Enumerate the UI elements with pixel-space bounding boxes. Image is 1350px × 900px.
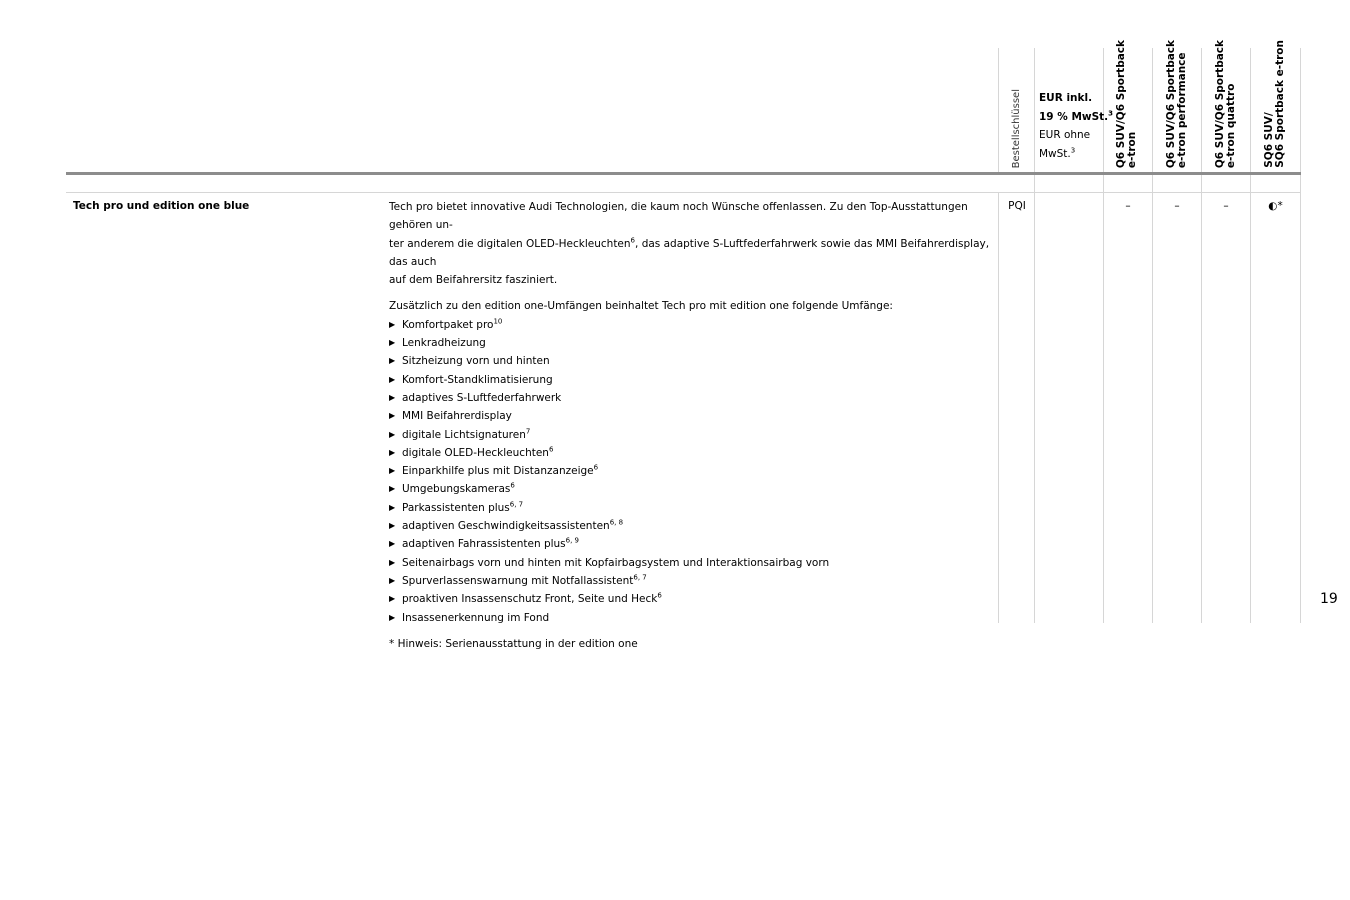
list-item [389,480,994,498]
footnote-ref: 6 [548,445,554,454]
list-item-text: Umgebungskameras [402,483,511,496]
column-divider [1201,48,1202,623]
footnote: * Hinweis: Serienausstattung in der edition one [389,637,638,650]
list-item-text: digitale Lichtsignaturen [402,428,526,441]
header-order-key: Bestellschlüssel [1011,88,1022,168]
bullet-arrow-icon: ▶ [389,356,396,366]
list-item [389,426,994,444]
footnote-ref: 7 [525,427,531,436]
page-number: 19 [1320,591,1338,607]
list-item [389,535,994,553]
bullet-arrow-icon: ▶ [389,484,396,494]
feature-list [389,316,994,627]
list-item-text: Lenkradheizung [402,337,486,350]
intro-text-2: Zusätzlich zu den edition one-Umfängen beinhaltet Tech pro mit edition one folgende Umfänge: [389,300,893,313]
list-item [389,444,994,462]
bullet-arrow-icon: ▶ [389,539,396,549]
bullet-arrow-icon: ▶ [389,429,396,439]
row-description [389,198,994,653]
bullet-arrow-icon: ▶ [389,466,396,476]
list-item [389,554,994,572]
list-item [389,316,994,334]
list-item-text: Einparkhilfe plus mit Distanzanzeige [402,465,594,478]
row-rule [66,192,1301,193]
footnote-ref: 10 [493,317,503,326]
list-item [389,371,994,389]
list-item-text: adaptiven Fahrassistenten plus [402,538,566,551]
intro-text: Tech pro bietet innovative Audi Technologien, die kaum noch Wünsche offenlassen. Zu den Top-Ausstattungen gehören un- ter anderem die digitalen OLED-Heckleuchten$^6$, das adaptive S-Luftfederfahrwerk sowie das MMI Beifahrerdisplay, das auch auf dem Beifahrersitz fasziniert. [389,201,990,287]
column-divider [998,48,999,173]
footnote-ref: 6 [657,591,662,600]
list-item-text: adaptiven Geschwindigkeitsassistenten [402,520,610,533]
bullet-arrow-icon: ▶ [389,447,396,457]
list-item [389,334,994,352]
footnote-ref: 6, 7 [509,500,524,509]
bullet-arrow-icon: ▶ [389,521,396,531]
footnote-ref: 6 [593,463,599,472]
list-item-text: MMI Beifahrerdisplay [402,410,512,423]
column-divider [1300,48,1301,623]
list-item [389,462,994,480]
list-item-text: adaptives S-Luftfederfahrwerk [402,391,562,404]
column-divider [1034,48,1035,623]
order-key-cell: PQI [1008,200,1026,212]
list-item [389,517,994,535]
list-item [389,407,994,425]
availability-q6-quattro: – [1223,200,1229,212]
list-item [389,352,994,370]
list-item-text: Seitenairbags vorn und hinten mit Kopfairbagsystem und Interaktionsairbag vorn [402,556,830,569]
bullet-arrow-icon: ▶ [389,392,396,402]
availability-sq6: ◐* [1268,200,1283,212]
footnote-ref: 6, 8 [609,518,624,527]
bullet-arrow-icon: ▶ [389,319,396,329]
header-price: EUR inkl. 19 % MwSt.$^3$ EUR ohne MwSt.$^3$ [1039,92,1114,160]
availability-q6-etron: – [1125,200,1131,212]
footnote-ref: 6, 9 [565,536,580,545]
list-item-text: Sitzheizung vorn und hinten [402,355,550,368]
bullet-arrow-icon: ▶ [389,594,396,604]
list-item-text: Insassenerkennung im Fond [402,611,550,624]
bullet-arrow-icon: ▶ [389,502,396,512]
row-title: Tech pro und edition one blue [73,200,250,212]
list-item-text: Komfort-Standklimatisierung [402,373,553,386]
header-model-sq6: SQ6 SUV/ SQ6 Sportback e-tron [1263,40,1286,168]
bullet-arrow-icon: ▶ [389,338,396,348]
header-rule [66,172,1301,175]
column-divider [998,192,999,623]
list-item [389,590,994,608]
list-item [389,609,994,627]
header-model-q6-etron: Q6 SUV/Q6 Sportback e-tron [1115,39,1138,168]
bullet-arrow-icon: ▶ [389,575,396,585]
list-item [389,389,994,407]
list-item [389,572,994,590]
column-divider [1250,48,1251,623]
bullet-arrow-icon: ▶ [389,557,396,567]
list-item [389,499,994,517]
footnote-ref: 6 [510,481,515,490]
header-model-q6-quattro: Q6 SUV/Q6 Sportback e-tron quattro [1214,39,1237,168]
header-model-q6-performance: Q6 SUV/Q6 Sportback e-tron performance [1165,39,1188,168]
list-item-text: Parkassistenten plus [402,501,510,514]
list-item-text: proaktiven Insassenschutz Front, Seite und Heck [402,593,658,606]
column-divider [1152,48,1153,623]
bullet-arrow-icon: ▶ [389,374,396,384]
footnote-ref: 6, 7 [633,573,647,582]
list-item-text: Komfortpaket pro [402,318,494,331]
availability-q6-performance: – [1174,200,1180,212]
list-item-text: digitale OLED-Heckleuchten [402,446,549,459]
list-item-text: Spurverlassenswarnung mit Notfallassistent [402,574,634,587]
bullet-arrow-icon: ▶ [389,612,396,622]
bullet-arrow-icon: ▶ [389,411,396,421]
